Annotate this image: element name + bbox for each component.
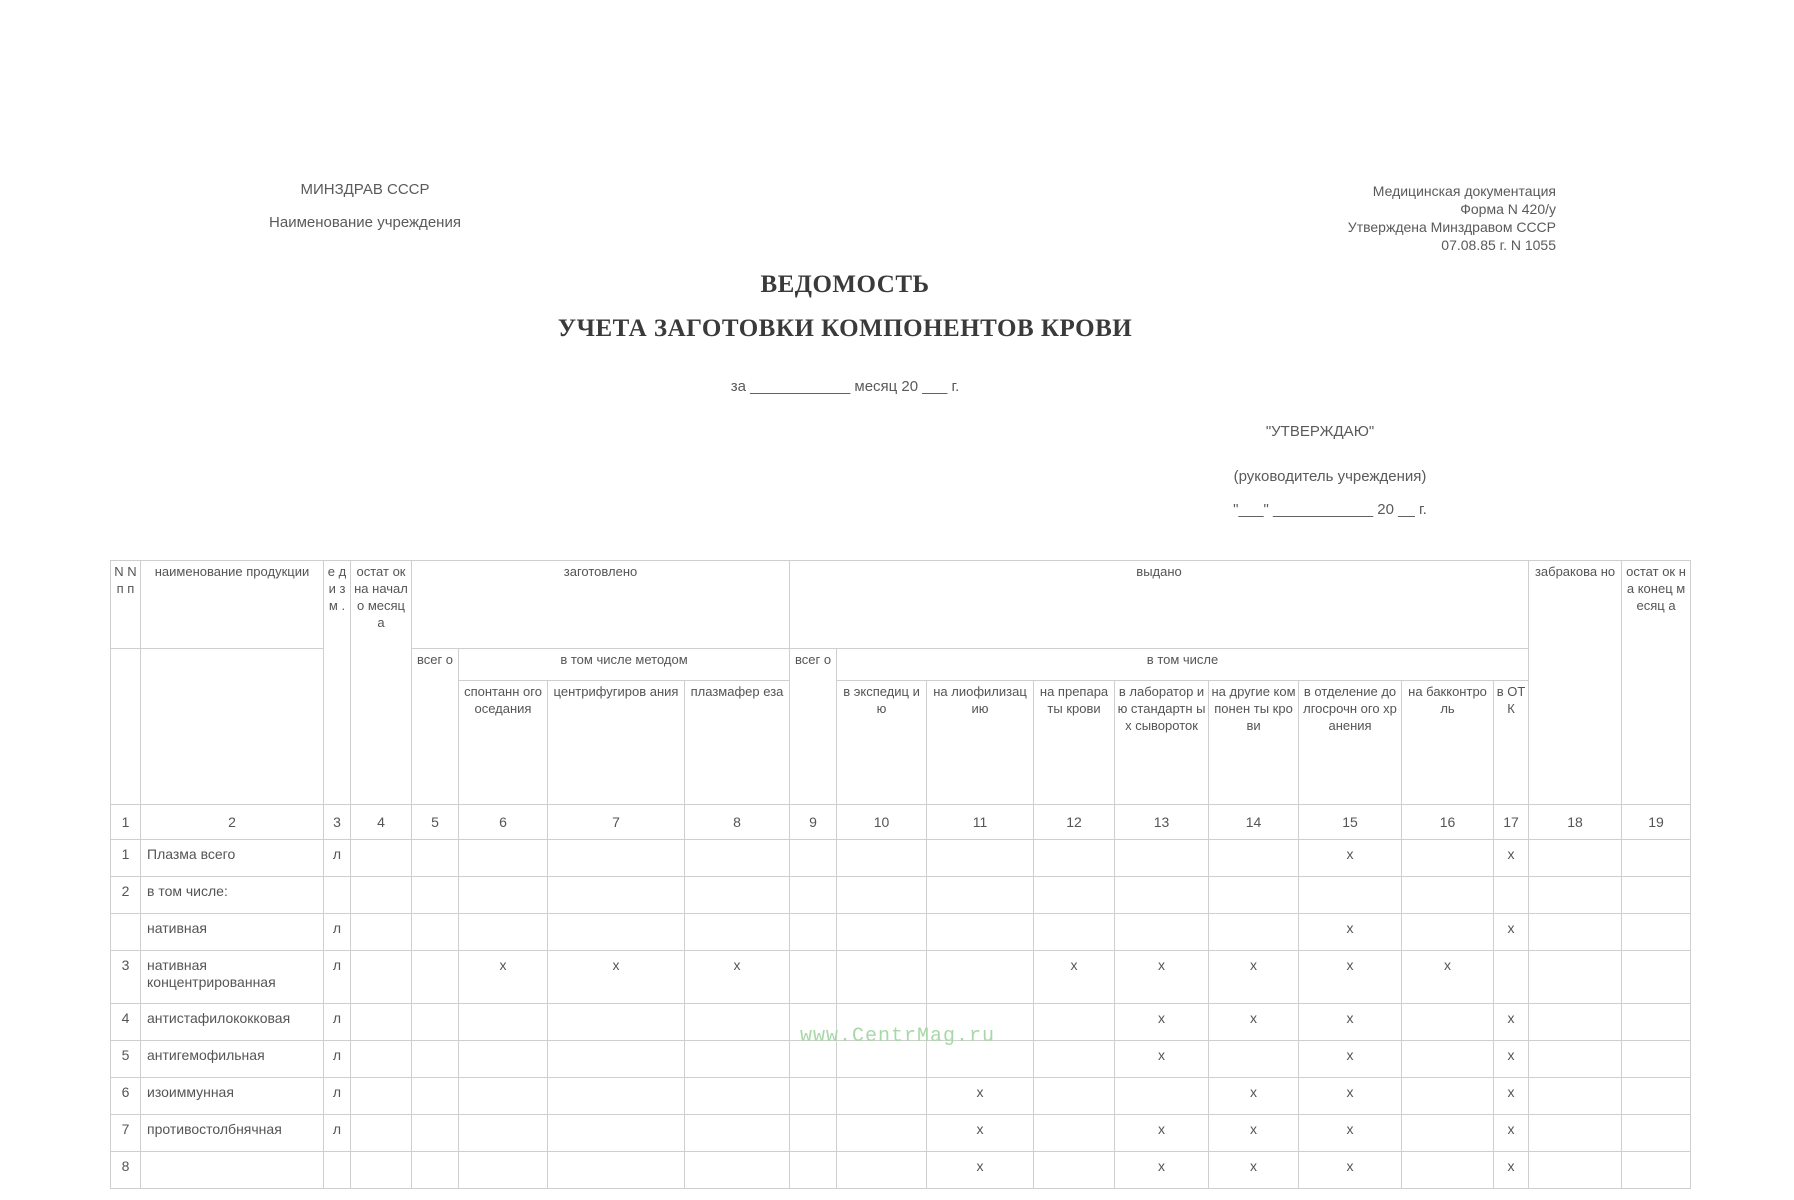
table-cell (1529, 1041, 1622, 1078)
table-cell (1115, 840, 1209, 877)
table-cell: x (1494, 914, 1529, 951)
table-cell (685, 1078, 790, 1115)
table-cell: x (927, 1078, 1034, 1115)
table-cell (837, 840, 927, 877)
table-cell (790, 840, 837, 877)
col-prep-total-header: всег о (412, 649, 459, 805)
table-cell: x (1299, 914, 1402, 951)
table-cell: л (324, 1078, 351, 1115)
table-cell (1622, 1078, 1691, 1115)
table-cell (351, 1041, 412, 1078)
table-cell: x (1402, 951, 1494, 1004)
table-cell (548, 1004, 685, 1041)
table-cell (685, 914, 790, 951)
table-cell: x (1115, 1115, 1209, 1152)
table-cell (1529, 840, 1622, 877)
nn-sub-cell (111, 649, 141, 805)
table-cell (1402, 877, 1494, 914)
head-label: (руководитель учреждения) (1233, 468, 1427, 485)
table-cell (1115, 1078, 1209, 1115)
table-row (111, 840, 1691, 877)
row-number-cell: 2 (111, 877, 141, 914)
table-cell (1034, 1004, 1115, 1041)
ministry-label: МИНЗДРАВ СССР (300, 181, 430, 198)
product-name-cell (141, 1152, 324, 1189)
table-cell (1529, 1004, 1622, 1041)
row-number-cell: 5 (111, 1041, 141, 1078)
column-number: 4 (351, 805, 412, 840)
table-cell (324, 877, 351, 914)
form-number: Форма N 420/у (1460, 201, 1556, 217)
product-name-cell: нативная (141, 914, 324, 951)
col-name-header: наименование продукции (141, 561, 324, 649)
table-cell (1494, 877, 1529, 914)
col-centr-header: центрифугиров ания (548, 681, 685, 805)
table-cell (548, 840, 685, 877)
table-cell: x (1494, 1115, 1529, 1152)
table-cell (927, 877, 1034, 914)
table-body (111, 840, 1691, 1189)
table-cell (837, 1115, 927, 1152)
table-cell: л (324, 840, 351, 877)
table-cell (837, 914, 927, 951)
table-cell: x (1299, 1115, 1402, 1152)
table-cell (1402, 1041, 1494, 1078)
table-cell: x (1115, 1152, 1209, 1189)
table-cell: x (1115, 1004, 1209, 1041)
table-cell (351, 877, 412, 914)
column-number: 9 (790, 805, 837, 840)
column-number: 10 (837, 805, 927, 840)
table-cell (837, 951, 927, 1004)
column-number: 12 (1034, 805, 1115, 840)
blood-components-table (110, 560, 1691, 1189)
table-cell: x (1209, 1078, 1299, 1115)
table-cell (1209, 840, 1299, 877)
table-row (111, 1152, 1691, 1189)
table-cell: x (1115, 951, 1209, 1004)
row-number-cell: 8 (111, 1152, 141, 1189)
table-cell (1529, 1152, 1622, 1189)
column-number: 17 (1494, 805, 1529, 840)
table-cell (351, 1078, 412, 1115)
table-cell (1529, 877, 1622, 914)
table-cell (1529, 1078, 1622, 1115)
table-cell (1622, 1041, 1691, 1078)
column-number: 7 (548, 805, 685, 840)
table-cell (351, 1115, 412, 1152)
table-cell (1209, 1041, 1299, 1078)
table-cell (1622, 1115, 1691, 1152)
product-name-cell: в том числе: (141, 877, 324, 914)
table-cell (927, 840, 1034, 877)
table-cell (412, 914, 459, 951)
product-name-cell: изоиммунная (141, 1078, 324, 1115)
table-cell (685, 1004, 790, 1041)
table-cell: л (324, 1041, 351, 1078)
table-cell (790, 951, 837, 1004)
table-cell (685, 1041, 790, 1078)
table-cell: л (324, 914, 351, 951)
table-cell (1622, 840, 1691, 877)
table-cell: л (324, 1115, 351, 1152)
column-number-row (111, 805, 1691, 840)
table-cell: x (1209, 951, 1299, 1004)
table-cell (1529, 1115, 1622, 1152)
table-cell: x (1209, 1004, 1299, 1041)
table-cell (412, 840, 459, 877)
table-cell (790, 1152, 837, 1189)
table-cell (1402, 1115, 1494, 1152)
table-cell (412, 1115, 459, 1152)
table-cell (685, 1115, 790, 1152)
column-number: 18 (1529, 805, 1622, 840)
row-number-cell: 6 (111, 1078, 141, 1115)
table-cell (1529, 951, 1622, 1004)
prep-methods-header: в том числе методом (459, 649, 790, 681)
table-cell (1402, 1152, 1494, 1189)
table-cell (324, 1152, 351, 1189)
table-cell (1034, 1078, 1115, 1115)
table-cell: x (1209, 1152, 1299, 1189)
table-cell (1034, 877, 1115, 914)
table-cell (1034, 1041, 1115, 1078)
table-cell (685, 840, 790, 877)
approve-label: "УТВЕРЖДАЮ" (1265, 423, 1375, 440)
table-cell (412, 1078, 459, 1115)
col-iss-total-header: всег о (790, 649, 837, 805)
doc-type: Медицинская документация (1372, 183, 1556, 199)
table-cell (790, 877, 837, 914)
table-cell (1622, 914, 1691, 951)
column-number: 14 (1209, 805, 1299, 840)
table-cell: л (324, 951, 351, 1004)
table-cell (412, 1152, 459, 1189)
table-cell (351, 1152, 412, 1189)
table-cell (1494, 951, 1529, 1004)
table-cell (790, 1115, 837, 1152)
table-cell (548, 1041, 685, 1078)
table-cell: x (1494, 1041, 1529, 1078)
table-cell: x (1034, 951, 1115, 1004)
table-cell (351, 951, 412, 1004)
table-cell (927, 914, 1034, 951)
table-cell (459, 914, 548, 951)
table-cell (1622, 951, 1691, 1004)
col-rejected-header: забракова но (1529, 561, 1622, 805)
col-lyoph-header: на лиофилизац ию (927, 681, 1034, 805)
table-cell: x (1299, 1152, 1402, 1189)
table-cell: x (459, 951, 548, 1004)
col-storage-header: в отделение долгосрочн ого хранения (1299, 681, 1402, 805)
column-number: 11 (927, 805, 1034, 840)
form-info (1348, 182, 1556, 254)
table-cell (1622, 1152, 1691, 1189)
institution-label: Наименование учреждения (269, 214, 461, 231)
table-row (111, 1078, 1691, 1115)
table-cell: x (927, 1115, 1034, 1152)
table-cell (790, 1078, 837, 1115)
title-line1: ВЕДОМОСТЬ (760, 271, 930, 298)
col-end-balance-header: остат ок на конец месяц а (1622, 561, 1691, 805)
column-number: 6 (459, 805, 548, 840)
product-name-cell: Плазма всего (141, 840, 324, 877)
col-prep-blood-header: на препара ты крови (1034, 681, 1115, 805)
approval-date: 07.08.85 г. N 1055 (1441, 237, 1556, 253)
table-cell (837, 877, 927, 914)
product-name-cell: антигемофильная (141, 1041, 324, 1078)
row-number-cell: 4 (111, 1004, 141, 1041)
table-cell (459, 1004, 548, 1041)
table-cell (548, 914, 685, 951)
table-cell (1529, 914, 1622, 951)
period-line: за ____________ месяц 20 ___ г. (730, 378, 960, 395)
table-cell: x (1209, 1115, 1299, 1152)
table-row (111, 1115, 1691, 1152)
table-cell (548, 1152, 685, 1189)
col-lab-header: в лаборатор ию стандартн ых сывороток (1115, 681, 1209, 805)
table-cell (1209, 914, 1299, 951)
table-cell (459, 1078, 548, 1115)
table-cell (685, 877, 790, 914)
table-cell (1034, 840, 1115, 877)
table-cell (1299, 877, 1402, 914)
table-cell: л (324, 1004, 351, 1041)
col-plasma-header: плазмафер еза (685, 681, 790, 805)
table-cell: x (927, 1152, 1034, 1189)
col-nn-header: N N п п (111, 561, 141, 649)
table-cell (685, 1152, 790, 1189)
row-number-cell (111, 914, 141, 951)
iss-incl-header: в том числе (837, 649, 1529, 681)
table-cell: x (1299, 1004, 1402, 1041)
column-number: 16 (1402, 805, 1494, 840)
table-cell: x (1299, 951, 1402, 1004)
table-cell (1115, 914, 1209, 951)
column-number: 13 (1115, 805, 1209, 840)
table-row (111, 877, 1691, 914)
issued-group-header: выдано (790, 561, 1529, 649)
col-otk-header: в ОТ К (1494, 681, 1529, 805)
table-cell (837, 1152, 927, 1189)
table-cell (790, 914, 837, 951)
table-cell: x (1299, 1078, 1402, 1115)
column-number: 15 (1299, 805, 1402, 840)
column-number: 2 (141, 805, 324, 840)
table-cell: x (1115, 1041, 1209, 1078)
table-cell (1034, 1115, 1115, 1152)
col-exped-header: в экспедиц ию (837, 681, 927, 805)
table-cell (412, 1004, 459, 1041)
table-cell (1034, 914, 1115, 951)
product-name-cell: нативная концентрированная (141, 951, 324, 1004)
table-row (111, 914, 1691, 951)
table-cell (459, 1152, 548, 1189)
table-cell (837, 1078, 927, 1115)
column-number: 19 (1622, 805, 1691, 840)
table-cell (548, 877, 685, 914)
table-cell (459, 877, 548, 914)
col-other-header: на другие компонен ты крови (1209, 681, 1299, 805)
title-line2: УЧЕТА ЗАГОТОВКИ КОМПОНЕНТОВ КРОВИ (557, 315, 1133, 342)
table-cell (351, 840, 412, 877)
table-cell (351, 1004, 412, 1041)
table-cell (1402, 1078, 1494, 1115)
table-cell (548, 1115, 685, 1152)
table-cell (412, 1041, 459, 1078)
table-row (111, 951, 1691, 1004)
table-cell (1402, 840, 1494, 877)
table-cell: x (1494, 1078, 1529, 1115)
row-number-cell: 7 (111, 1115, 141, 1152)
table-cell (412, 951, 459, 1004)
header-row-1 (111, 561, 1691, 649)
column-number: 1 (111, 805, 141, 840)
table-cell (1402, 1004, 1494, 1041)
table-cell (927, 951, 1034, 1004)
product-name-cell: антистафилококковая (141, 1004, 324, 1041)
table-cell (459, 1041, 548, 1078)
table-cell (1622, 1004, 1691, 1041)
table-cell (1034, 1152, 1115, 1189)
row-number-cell: 1 (111, 840, 141, 877)
table-cell (548, 1078, 685, 1115)
row-number-cell: 3 (111, 951, 141, 1004)
col-bact-header: на бакконтро ль (1402, 681, 1494, 805)
table-cell (459, 840, 548, 877)
approval-date-line: "___" ____________ 20 __ г. (1233, 501, 1427, 518)
table-cell (1209, 877, 1299, 914)
product-name-cell: противостолбнячная (141, 1115, 324, 1152)
table-cell (459, 1115, 548, 1152)
table-cell (1622, 877, 1691, 914)
col-spont-header: спонтанн ого оседания (459, 681, 548, 805)
col-start-balance-header: остат ок на начал о месяц а (351, 561, 412, 805)
table-cell (1115, 877, 1209, 914)
column-number: 3 (324, 805, 351, 840)
approved-by: Утверждена Минздравом СССР (1347, 219, 1556, 235)
column-number: 8 (685, 805, 790, 840)
name-sub-cell (141, 649, 324, 805)
col-unit-header: е д и з м . (324, 561, 351, 805)
table-cell: x (1494, 840, 1529, 877)
table-cell (351, 914, 412, 951)
table-cell: x (548, 951, 685, 1004)
prepared-group-header: заготовлено (412, 561, 790, 649)
table-cell: x (685, 951, 790, 1004)
table-cell (412, 877, 459, 914)
table-cell (1402, 914, 1494, 951)
table-cell: x (1494, 1152, 1529, 1189)
column-number: 5 (412, 805, 459, 840)
table-cell: x (1299, 1041, 1402, 1078)
table-cell: x (1299, 840, 1402, 877)
table-cell: x (1494, 1004, 1529, 1041)
watermark: www.CentrMag.ru (800, 1025, 996, 1048)
